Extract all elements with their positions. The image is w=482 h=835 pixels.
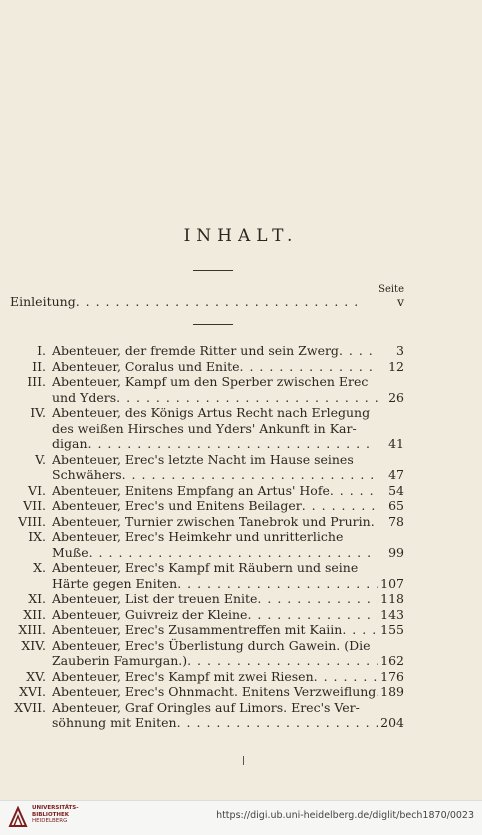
- chapter-title: Abenteuer, Turnier zwischen Tanebrok und Prurin: [52, 513, 371, 529]
- toc-line: [0, 591, 404, 606]
- chapter-page: 204: [380, 715, 404, 730]
- chapter-page: 12: [388, 358, 404, 374]
- chapter-title: Zauberin Famurgan.): [52, 653, 188, 668]
- chapter-title: Abenteuer, Erec's Kampf mit Räubern und seine: [52, 560, 359, 575]
- leader-dots: [257, 591, 378, 606]
- chapter-number: VIII.: [18, 513, 46, 529]
- chapter-number: [0, 715, 52, 730]
- chapter-title: Abenteuer, Erec's Ohnmacht. Enitens Verzweiflung: [52, 684, 377, 699]
- leader-dots: [122, 467, 378, 482]
- chapter-number: I.: [37, 343, 46, 358]
- leader-dots: [177, 576, 378, 591]
- chapter-page: 3: [396, 343, 404, 358]
- chapter-title: Muße: [52, 544, 89, 560]
- chapter-title: Abenteuer, List der treuen Enite: [52, 591, 258, 606]
- chapter-number: XVI.: [19, 684, 46, 699]
- toc-line: [0, 359, 404, 374]
- leader-dots: [342, 622, 378, 637]
- chapter-page: 118: [380, 591, 404, 606]
- chapter-number: IX.: [28, 529, 46, 544]
- section-rule: [193, 324, 233, 325]
- leader-dots: [302, 498, 378, 513]
- page-mark: [243, 756, 244, 765]
- university-library-logo-icon: [8, 806, 28, 828]
- chapter-title: Abenteuer, Erec's und Enitens Beilager: [52, 498, 302, 513]
- toc-line: [0, 576, 404, 591]
- leader-dots: [88, 436, 378, 451]
- leader-dots: [177, 715, 378, 730]
- chapter-page: 107: [380, 575, 404, 591]
- toc-line: [0, 560, 404, 575]
- chapter-page: [378, 700, 404, 715]
- chapter-page: [378, 529, 404, 544]
- seite-label: Seite: [378, 284, 404, 295]
- chapter-page: 26: [388, 389, 404, 405]
- toc-line: [0, 421, 404, 436]
- chapter-number: VII.: [23, 498, 46, 513]
- chapter-number: XI.: [28, 591, 46, 606]
- chapter-page: 54: [388, 482, 404, 498]
- chapter-number: XIV.: [21, 637, 46, 653]
- toc-line: [0, 545, 404, 560]
- chapter-page: [378, 638, 404, 653]
- chapter-title: Härte gegen Eniten: [52, 575, 178, 591]
- chapter-number: XV.: [26, 668, 46, 684]
- chapter-number: [0, 421, 52, 436]
- chapter-title: Schwähers: [52, 467, 122, 482]
- chapter-number: XIII.: [18, 622, 46, 637]
- source-url[interactable]: https://digi.ub.uni-heidelberg.de/diglit/bech1870/0023: [216, 810, 474, 821]
- toc-line: [0, 684, 404, 699]
- chapter-title: des weißen Hirsches und Yders' Ankunft in Kar-: [52, 420, 357, 436]
- toc-line: [0, 483, 404, 498]
- chapter-number: VI.: [28, 482, 46, 498]
- chapter-title: Abenteuer, Kampf um den Sperber zwischen Erec: [52, 374, 369, 389]
- chapter-page: 41: [388, 436, 404, 451]
- chapter-number: XVII.: [14, 699, 46, 715]
- chapter-page: 143: [380, 606, 404, 622]
- toc-line: [0, 715, 404, 730]
- chapter-title: Abenteuer, Graf Oringles auf Limors. Erec's Ver-: [52, 699, 360, 715]
- toc-line: [0, 405, 404, 420]
- chapter-page: 47: [388, 467, 404, 482]
- chapter-number: III.: [27, 374, 46, 389]
- toc-line: [0, 467, 404, 482]
- leader-dots: [116, 390, 378, 405]
- toc-line: [0, 390, 404, 405]
- chapter-title: Abenteuer, Erec's Heimkehr und unritterliche: [52, 529, 344, 544]
- chapter-title: Abenteuer, Enitens Empfang an Artus' Hofe: [52, 482, 330, 498]
- chapter-page: 155: [380, 622, 404, 637]
- chapter-number: [0, 545, 52, 560]
- title-rule: [193, 270, 233, 271]
- toc-line: [0, 700, 404, 715]
- chapter-page: [378, 374, 404, 389]
- chapter-page: 176: [380, 668, 404, 684]
- chapter-page: 162: [380, 653, 404, 668]
- chapter-title: Abenteuer, Erec's Kampf mit zwei Riesen: [52, 668, 314, 684]
- chapter-number: XII.: [23, 606, 46, 622]
- leader-dots: [330, 483, 378, 498]
- chapter-title: söhnung mit Eniten: [52, 715, 177, 730]
- chapter-number: [0, 653, 52, 668]
- chapter-number: [0, 390, 52, 405]
- chapter-page: [378, 405, 404, 420]
- toc-line: [0, 514, 404, 529]
- chapter-page: 189: [380, 684, 404, 699]
- toc-line: [0, 498, 404, 513]
- toc-line: [0, 452, 404, 467]
- leader-dots: [240, 359, 378, 374]
- chapter-title: Abenteuer, des Königs Artus Recht nach Erlegung: [52, 405, 371, 420]
- chapter-number: X.: [33, 560, 46, 575]
- toc-line: [0, 669, 404, 684]
- chapter-number: V.: [35, 451, 46, 467]
- toc-line: [0, 343, 404, 358]
- chapter-title: Abenteuer, Erec's Zusammentreffen mit Kaiin: [52, 622, 343, 637]
- leader-dots: [187, 653, 378, 668]
- chapter-title: Abenteuer, Erec's letzte Nacht im Hause seines: [52, 451, 354, 467]
- chapter-title: Abenteuer, Coralus und Enite: [52, 358, 240, 374]
- einleitung-label: Einleitung: [10, 294, 76, 309]
- chapter-title: digan: [52, 436, 88, 451]
- leader-dots: [247, 607, 378, 622]
- chapter-title: Abenteuer, Guivreiz der Kleine: [52, 606, 248, 622]
- page-title: INHALT.: [183, 226, 299, 246]
- chapter-page: 65: [388, 498, 404, 513]
- toc-line: [0, 653, 404, 668]
- chapter-number: [0, 467, 52, 482]
- chapter-page: [378, 452, 404, 467]
- einleitung-page: v: [396, 294, 404, 309]
- chapter-number: [0, 436, 52, 451]
- chapter-page: [378, 560, 404, 575]
- leader-dots: [89, 545, 378, 560]
- toc-line: [0, 436, 404, 451]
- einleitung-row: [10, 294, 404, 309]
- chapter-page: 99: [388, 544, 404, 560]
- toc-line: [0, 622, 404, 637]
- leader-dots: [314, 669, 378, 684]
- leader-dots: [76, 294, 397, 309]
- chapter-title: und Yders: [52, 389, 117, 405]
- toc-line: [0, 529, 404, 544]
- toc-line: [0, 607, 404, 622]
- chapter-page: 78: [388, 513, 404, 529]
- toc-line: [0, 374, 404, 389]
- chapter-number: II.: [32, 358, 46, 374]
- chapter-title: Abenteuer, der fremde Ritter und sein Zwerg: [52, 343, 339, 358]
- leader-dots: [339, 343, 378, 358]
- chapter-page: [378, 421, 404, 436]
- leader-dots: [371, 514, 378, 529]
- toc-line: [0, 638, 404, 653]
- library-name: UNIVERSITÄTS- BIBLIOTHEK HEIDELBERG: [32, 805, 79, 824]
- chapter-number: IV.: [30, 405, 46, 420]
- chapter-number: [0, 576, 52, 591]
- chapter-title: Abenteuer, Erec's Überlistung durch Gawein. (Die: [52, 637, 371, 653]
